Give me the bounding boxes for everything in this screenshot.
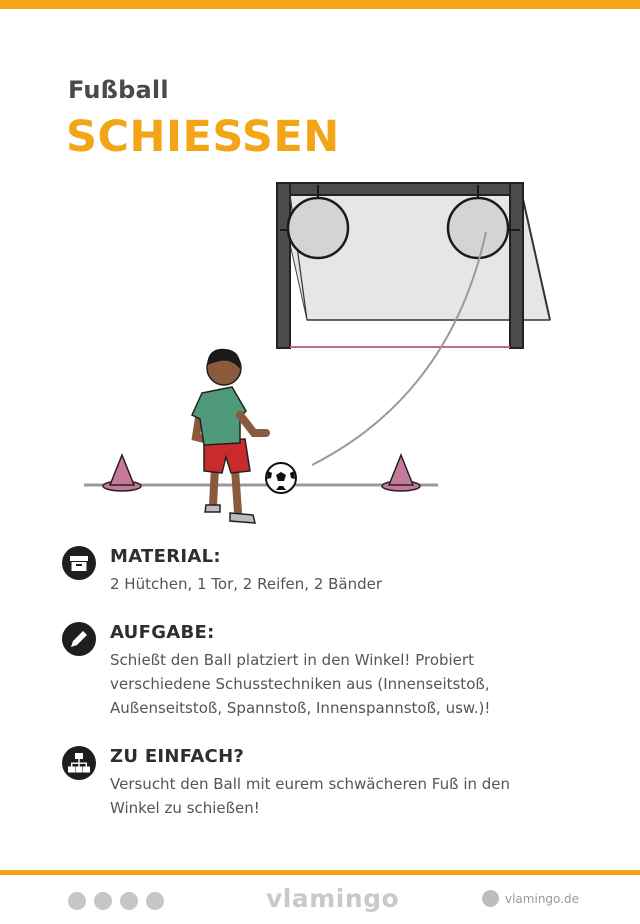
top-accent-bar: [0, 0, 640, 9]
facebook-icon[interactable]: [68, 892, 86, 910]
child-player: [192, 349, 266, 523]
goal-frame: [277, 183, 523, 195]
pinterest-icon[interactable]: [120, 892, 138, 910]
too-easy-heading: ZU EINFACH?: [110, 746, 245, 767]
pencil-icon: [62, 622, 96, 656]
bottom-accent-bar: [0, 870, 640, 875]
site-url: vlamingo.de: [505, 891, 579, 906]
instagram-icon[interactable]: [94, 892, 112, 910]
exercise-illustration: [80, 175, 560, 535]
social-links: [68, 892, 164, 910]
footer: [0, 878, 640, 924]
page-subtitle: Fußball: [68, 76, 169, 104]
material-text: 2 Hütchen, 1 Tor, 2 Reifen, 2 Bänder: [110, 575, 383, 593]
cone-left: [103, 455, 141, 491]
material-heading: MATERIAL:: [110, 546, 221, 567]
cone-right: [382, 455, 420, 491]
youtube-icon[interactable]: [146, 892, 164, 910]
task-text: Schießt den Ball platziert in den Winkel! Probiert verschiedene Schusstechniken aus (Innenseitstoß, Außenseitstoß, Spannstoß, Innenspannstoß, usw.)!: [110, 651, 491, 717]
hoop-left: [288, 198, 348, 258]
copyright-icon: [482, 890, 499, 907]
task-heading: AUFGABE:: [110, 622, 215, 643]
soccer-ball: [266, 463, 296, 493]
page-title: SCHIESSEN: [66, 112, 340, 162]
too-easy-text: Versucht den Ball mit eurem schwächeren Fuß in den Winkel zu schießen!: [110, 775, 511, 817]
hierarchy-icon: [62, 746, 96, 780]
hoop-right: [448, 198, 508, 258]
site-link[interactable]: [482, 890, 579, 907]
brand-logo: vlamingo: [266, 884, 400, 913]
box-icon: [62, 546, 96, 580]
